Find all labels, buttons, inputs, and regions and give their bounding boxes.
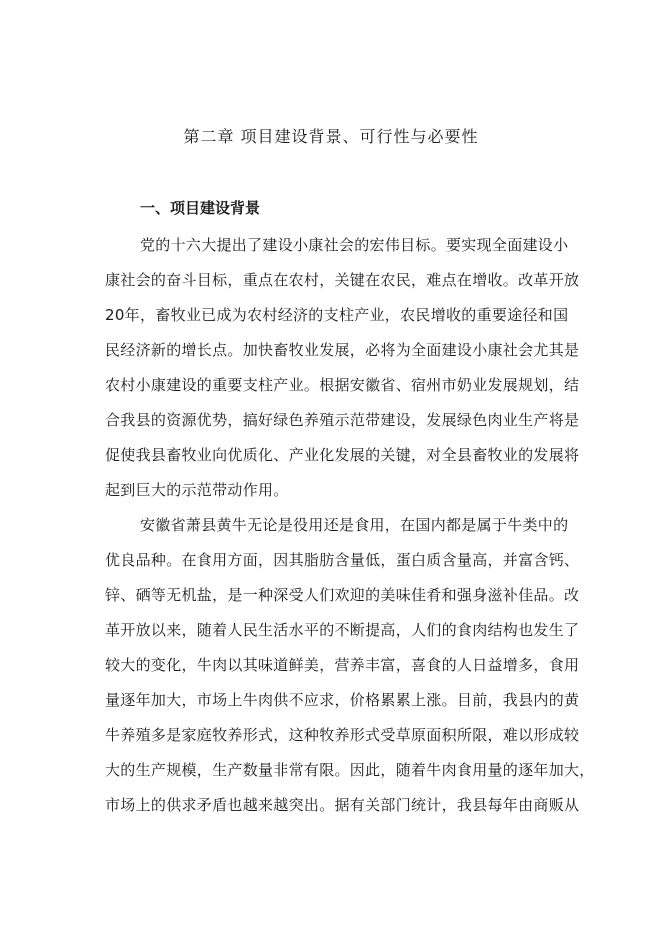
paragraph-line: 合我县的资源优势，搞好绿色养殖示范带建设，发展绿色肉业生产将是 [105,411,580,429]
chapter-title: 第二章 项目建设背景、可行性与必要性 [183,127,479,146]
paragraph-line: 党的十六大提出了建设小康社会的宏伟目标。要实现全面建设小 [140,236,569,254]
paragraph-line: 优良品种。在食用方面，因其脂肪含量低，蛋白质含量高，并富含钙、 [105,551,580,569]
paragraph-line: 起到巨大的示范带动作用。 [105,481,289,499]
paragraph-line: 革开放以来，随着人民生活水平的不断提高，人们的食肉结构也发生了 [105,621,580,639]
paragraph-line: 锌、硒等无机盐，是一种深受人们欢迎的美味佳肴和强身滋补佳品。改 [105,586,580,604]
paragraph-line: 促使我县畜牧业向优质化、产业化发展的关键，对全县畜牧业的发展将 [105,446,580,464]
paragraph-line: 20年，畜牧业已成为农村经济的支柱产业，农民增收的重要途径和国 [105,306,569,324]
paragraph-line: 较大的变化，牛肉以其味道鲜美，营养丰富，喜食的人日益增多，食用 [105,656,580,674]
paragraph-line: 牛养殖多是家庭牧养形式，这种牧养形式受草原面积所限，难以形成较 [105,726,580,744]
paragraph-line: 农村小康建设的重要支柱产业。根据安徽省、宿州市奶业发展规划，结 [105,376,580,394]
section-heading: 一、项目建设背景 [140,199,261,217]
paragraph-line: 量逐年加大，市场上牛肉供不应求，价格累累上涨。目前，我县内的黄 [105,691,580,709]
paragraph-line: 市场上的供求矛盾也越来越突出。据有关部门统计，我县每年由商贩从 [105,796,580,814]
paragraph-line: 大的生产规模，生产数量非常有限。因此，随着牛肉食用量的逐年加大， [105,761,595,779]
paragraph-line: 康社会的奋斗目标，重点在农村，关键在农民，难点在增收。改革开放 [105,271,580,289]
paragraph-line: 安徽省萧县黄牛无论是役用还是食用，在国内都是属于牛类中的 [140,516,569,534]
paragraph-line: 民经济新的增长点。加快畜牧业发展，必将为全面建设小康社会尤其是 [105,341,580,359]
